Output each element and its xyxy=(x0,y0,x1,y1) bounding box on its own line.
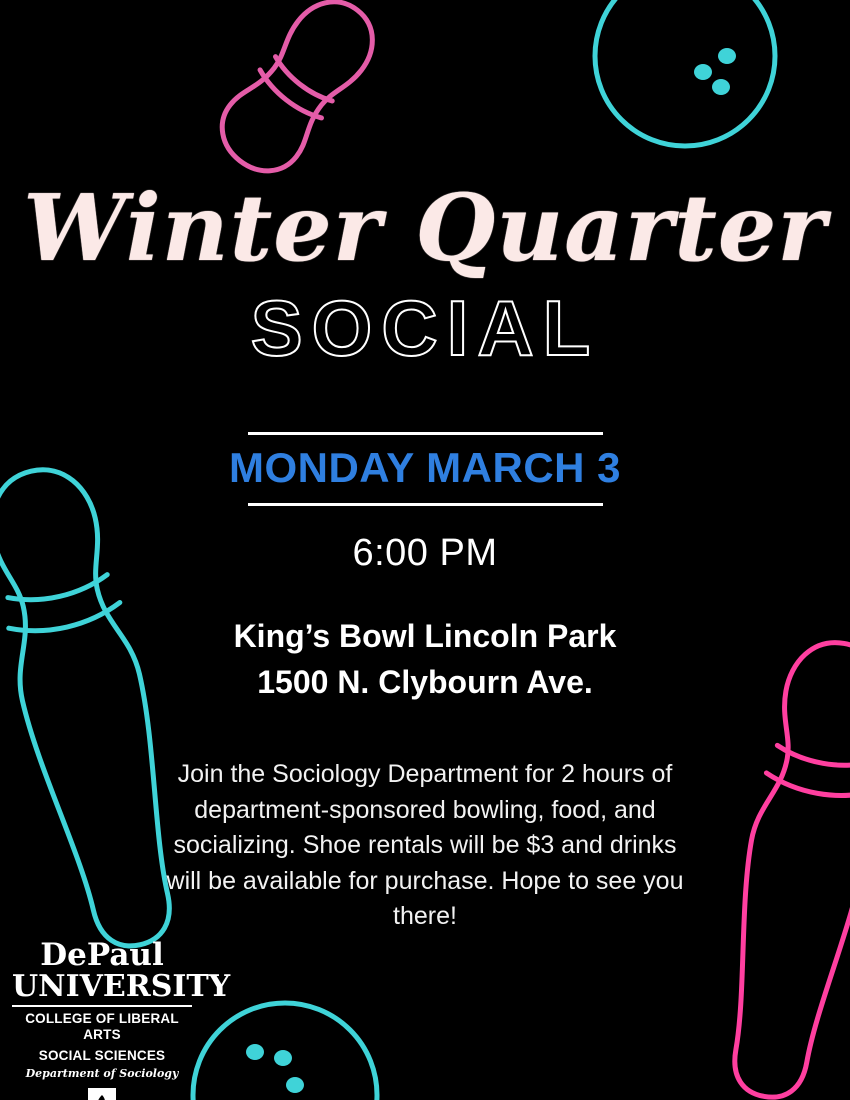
event-venue xyxy=(0,613,850,706)
logo-socialsciences-text: SOCIAL SCIENCES xyxy=(38,1048,166,1064)
depaul-seal-icon xyxy=(85,1086,119,1100)
date-block xyxy=(229,432,621,506)
event-time: 6:00 PM xyxy=(352,531,498,574)
page-title-outline: SOCIAL xyxy=(250,283,600,372)
depaul-logo xyxy=(12,937,231,1100)
event-date: MONDAY MARCH 3 xyxy=(228,443,622,491)
divider-bottom xyxy=(248,503,603,506)
logo-depaul-text: DePaul xyxy=(40,937,164,973)
venue-name: King’s Bowl Lincoln Park xyxy=(233,617,617,654)
logo-university-text: UNIVERSITY xyxy=(12,971,192,1007)
page-title-script: Winter Quarter xyxy=(23,174,827,282)
venue-address: 1500 N. Clybourn Ave. xyxy=(257,663,593,700)
logo-department-text: Department of Sociology xyxy=(25,1067,179,1081)
bowling-ball-icon xyxy=(185,995,395,1100)
logo-college-text: COLLEGE OF LIBERAL ARTS xyxy=(25,1010,179,1043)
event-description: Join the Sociology Department for 2 hours of department-sponsored bowling, food, and socializing. Shoe rentals will be $3 and drinks will be available for purchase. Hope to see you there! xyxy=(166,760,684,931)
